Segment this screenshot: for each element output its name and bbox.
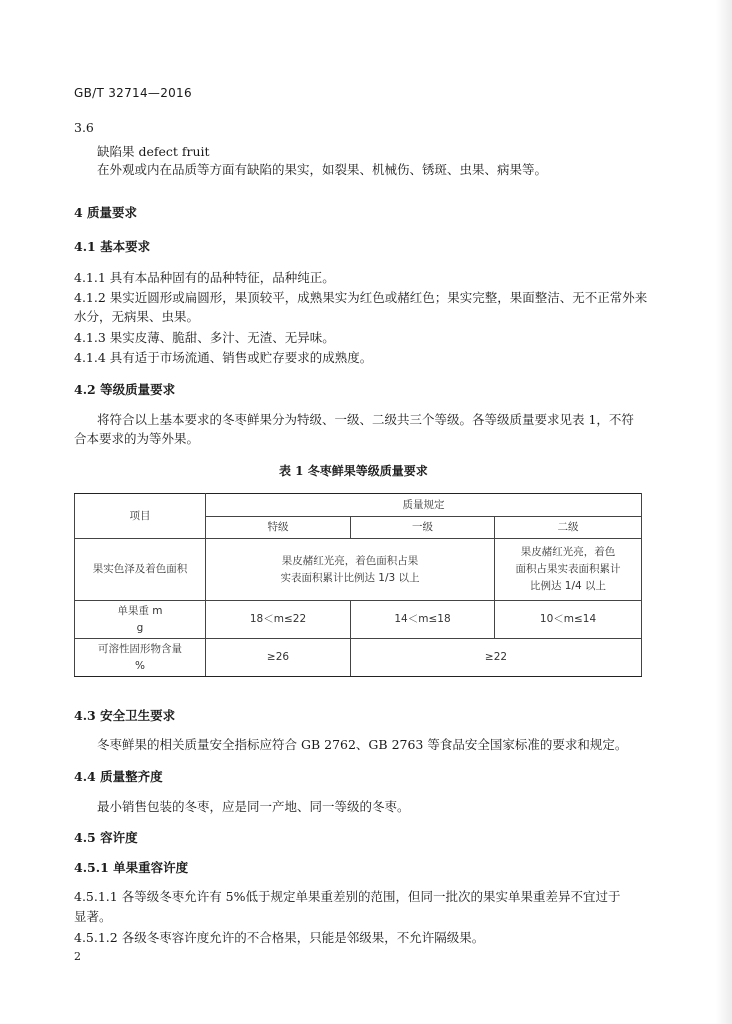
cell-color-second-line1: 果皮赭红光亮，着色 [520,546,616,558]
section-3-6-number: 3.6 [74,120,94,135]
header-quality-spec: 质量规定 [206,494,642,517]
section-4-3-paragraph: 冬枣鲜果的相关质量安全指标应符合 GB 2762、GB 2763 等食品安全国家标准的要求和规定。 [97,737,628,752]
cell-solids-first-second: ≥22 [351,639,642,677]
page-number: 2 [74,950,81,963]
clause-4-1-1: 4.1.1 具有本品种固有的品种特征，品种纯正。 [74,270,335,285]
clause-4-5-1-1-line2: 显著。 [74,909,112,924]
clause-4-1-4: 4.1.4 具有适于市场流通、销售或贮存要求的成熟度。 [74,350,373,365]
term-defect-fruit: 缺陷果 defect fruit [97,144,210,159]
row-label-solids-unit: % [135,659,145,672]
section-4-3-heading: 4.3 安全卫生要求 [74,708,176,723]
header-grade-second: 二级 [495,517,642,539]
row-label-solids-line1: 可溶性固形物含量 [98,642,182,655]
clause-4-5-1-2: 4.5.1.2 各级冬枣容许度允许的不合格果，只能是邻级果，不允许隔级果。 [74,930,485,945]
section-4-1-heading: 4.1 基本要求 [74,239,151,254]
cell-solids-special: ≥26 [206,639,351,677]
clause-4-1-2: 4.1.2 果实近圆形或扁圆形，果顶较平，成熟果实为红色或赭红色；果实完整，果面整洁、无不正常外来 [74,290,648,305]
cell-weight-second: 10＜m≤14 [495,601,642,639]
clause-4-5-1-1-line1: 4.5.1.1 各等级冬枣允许有 5%低于规定单果重差别的范围，但同一批次的果实单果重差异不宜过于 [74,889,621,904]
section-4-2-paragraph-line1: 将符合以上基本要求的冬枣鲜果分为特级、一级、二级共三个等级。各等级质量要求见表 1，不符 [97,412,634,427]
clause-4-1-2-continued: 水分，无病果、虫果。 [74,309,200,324]
cell-weight-special: 18＜m≤22 [206,601,351,639]
cell-color-special-first [206,539,495,601]
term-definition: 在外观或内在品质等方面有缺陷的果实，如裂果、机械伤、锈斑、虫果、病果等。 [97,162,548,177]
section-4-5-1-heading: 4.5.1 单果重容许度 [74,860,189,875]
section-4-4-paragraph: 最小销售包装的冬枣，应是同一产地、同一等级的冬枣。 [97,799,410,814]
section-4-5-heading: 4.5 容许度 [74,830,138,845]
row-label-solids [75,639,206,677]
cell-color-second [495,539,642,601]
row-label-weight-unit: g [136,621,144,634]
section-4-heading: 4 质量要求 [74,205,138,220]
cell-weight-first: 14＜m≤18 [351,601,495,639]
header-grade-first: 一级 [351,517,495,539]
row-label-color: 果实色泽及着色面积 [75,539,206,601]
clause-4-1-3: 4.1.3 果实皮薄、脆甜、多汁、无渣、无异味。 [74,330,335,345]
row-label-weight-line1: 单果重 m [117,604,163,617]
cell-color-line1: 果皮赭红光亮，着色面积占果 [281,554,419,567]
scan-edge-shadow [716,0,732,1024]
table-caption: 表 1 冬枣鲜果等级质量要求 [279,464,428,478]
section-4-2-paragraph-line2: 合本要求的为等外果。 [74,431,200,446]
cell-color-second-line2: 面积占果实表面积累计 [515,563,621,575]
cell-color-line2: 实表面积累计比例达 1/3 以上 [280,571,420,584]
quality-grade-table [74,493,642,677]
row-label-weight [75,601,206,639]
cell-color-second-line3: 比例达 1/4 以上 [529,580,607,592]
section-4-4-heading: 4.4 质量整齐度 [74,769,163,784]
header-item: 项目 [75,494,206,539]
section-4-2-heading: 4.2 等级质量要求 [74,382,176,397]
standard-number: GB/T 32714—2016 [74,86,192,100]
header-grade-special: 特级 [206,517,351,539]
